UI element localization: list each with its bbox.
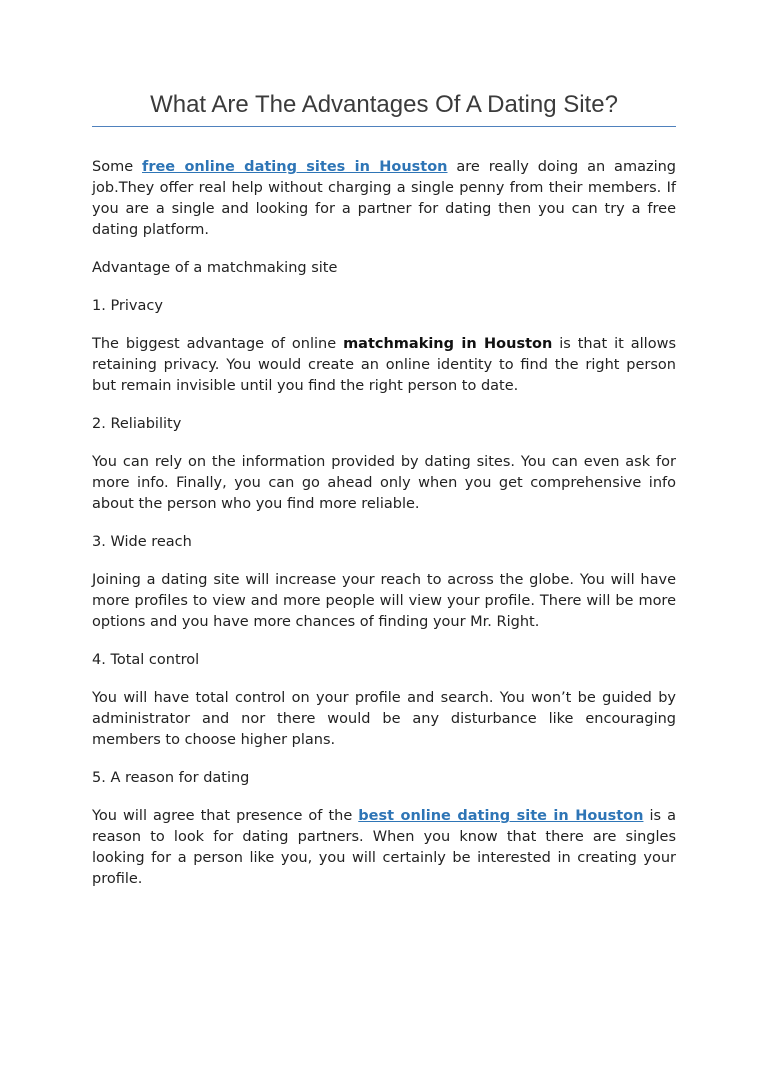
page-title: What Are The Advantages Of A Dating Site?	[150, 91, 618, 118]
item-heading-reliability: 2. Reliability	[92, 416, 182, 432]
best-dating-site-link[interactable]: best online dating site in Houston	[358, 808, 644, 824]
free-dating-sites-link[interactable]: free online dating sites in Houston	[142, 159, 448, 175]
reason-paragraph	[92, 806, 676, 890]
privacy-pre: The biggest advantage of online	[92, 336, 344, 352]
reliability-paragraph: You can rely on the information provided by dating sites. You can even ask for more info. Finally, you can go ahead only when you get comprehensive info about the person who you find more reliable.	[92, 454, 676, 512]
document-page	[92, 90, 676, 890]
wide-reach-paragraph: Joining a dating site will increase your reach to across the globe. You will have more profiles to view and more people will view your profile. There will be more options and you have more chances of finding your Mr. Right.	[92, 572, 676, 630]
total-control-paragraph: You will have total control on your profile and search. You won’t be guided by administrator and nor there would be any disturbance like encouraging members to choose higher plans.	[92, 690, 676, 748]
privacy-post: is that it allows retaining privacy. You would create an online identity to find the right person but remain invisible until you find the right person to date.	[92, 336, 676, 394]
intro-pre: Some	[92, 159, 143, 175]
privacy-paragraph	[92, 334, 676, 397]
intro-paragraph	[92, 157, 676, 241]
title-underline	[92, 126, 676, 127]
matchmaking-houston-bold: matchmaking in Houston	[343, 336, 553, 352]
item-heading-wide-reach: 3. Wide reach	[92, 534, 192, 550]
intro-post: are really doing an amazing job.They offer real help without charging a single penny from their members. If you are a single and looking for a partner for dating then you can try a free dating platform.	[92, 159, 676, 238]
item-heading-reason: 5. A reason for dating	[92, 770, 250, 786]
item-heading-privacy: 1. Privacy	[92, 298, 163, 314]
reason-pre: You will agree that presence of the	[92, 808, 359, 824]
item-heading-total-control: 4. Total control	[92, 652, 200, 668]
section-heading: Advantage of a matchmaking site	[92, 260, 338, 276]
reason-post: is a reason to look for dating partners. When you know that there are singles looking for a person like you, you will certainly be interested in creating your profile.	[92, 808, 676, 887]
